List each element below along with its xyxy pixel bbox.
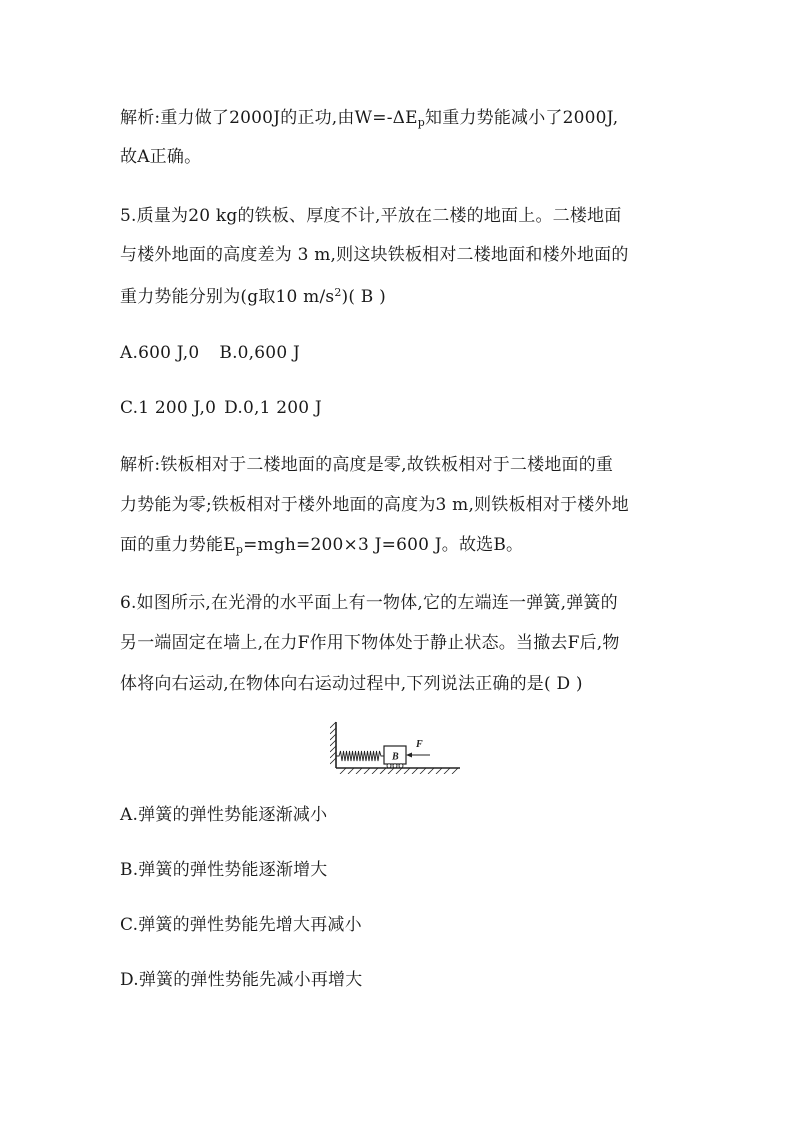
q5-line2: 与楼外地面的高度差为 3 m,则这块铁板相对二楼地面和楼外地面的 (120, 245, 629, 265)
analysis5-line2: 力势能为零;铁板相对于楼外地面的高度为3 m,则铁板相对于楼外地 (120, 495, 629, 515)
q5-options-row1 (120, 342, 300, 364)
analysis5-line3-sub: p (235, 543, 244, 556)
q5-line3-a: 重力势能分别为(g取10 m/s (120, 287, 335, 307)
q5-line3-sup: 2 (334, 286, 342, 299)
q5-option-d: D.0,1 200 J (224, 398, 322, 418)
q6-option-b: B.弹簧的弹性势能逐渐增大 (120, 860, 328, 880)
q6-option-a: A.弹簧的弹性势能逐渐减小 (120, 805, 328, 825)
q6-option-d: D.弹簧的弹性势能先减小再增大 (120, 970, 363, 990)
q5-line3 (120, 286, 386, 308)
q5-option-b: B.0,600 J (219, 343, 300, 363)
analysis4-line1 (120, 107, 618, 129)
spring (336, 751, 384, 761)
wheel-right (399, 764, 403, 768)
block-label: B (392, 751, 399, 763)
analysis5-line1: 解析:铁板相对于二楼地面的高度是零,故铁板相对于二楼地面的重 (120, 455, 614, 475)
analysis4-line1-b: 知重力势能减小了2000J, (425, 108, 619, 128)
wheel-mid (393, 764, 397, 768)
wall (330, 722, 336, 768)
analysis4-line1-a: 解析:重力做了2000J的正功,由W=-ΔE (120, 108, 418, 128)
q5-line1: 5.质量为20 kg的铁板、厚度不计,平放在二楼的地面上。二楼地面 (120, 206, 622, 226)
q6-option-c: C.弹簧的弹性势能先增大再减小 (120, 915, 362, 935)
force-label: F (416, 739, 423, 750)
force-arrow-head (406, 753, 412, 758)
wheel-left (387, 764, 391, 768)
q5-option-c: C.1 200 J,0 (120, 398, 217, 418)
spring-block-figure (330, 720, 462, 774)
q5-option-a: A.600 J,0 (120, 343, 200, 363)
analysis4-line2: 故A正确。 (120, 147, 202, 167)
analysis5-line3-a: 面的重力势能E (120, 535, 236, 555)
analysis5-line3-b: =mgh=200×3 J=600 J。故选B。 (243, 535, 524, 555)
analysis4-line1-sub: p (417, 116, 426, 129)
ground (336, 768, 460, 774)
q6-line2: 另一端固定在墙上,在力F作用下物体处于静止状态。当撤去F后,物 (120, 633, 620, 653)
q5-options-row2 (120, 397, 322, 419)
q5-line3-b: )( B ) (341, 287, 386, 307)
analysis5-line3 (120, 534, 523, 556)
q6-line1: 6.如图所示,在光滑的水平面上有一物体,它的左端连一弹簧,弹簧的 (120, 593, 618, 613)
q6-line3: 体将向右运动,在物体向右运动过程中,下列说法正确的是( D ) (120, 674, 583, 694)
